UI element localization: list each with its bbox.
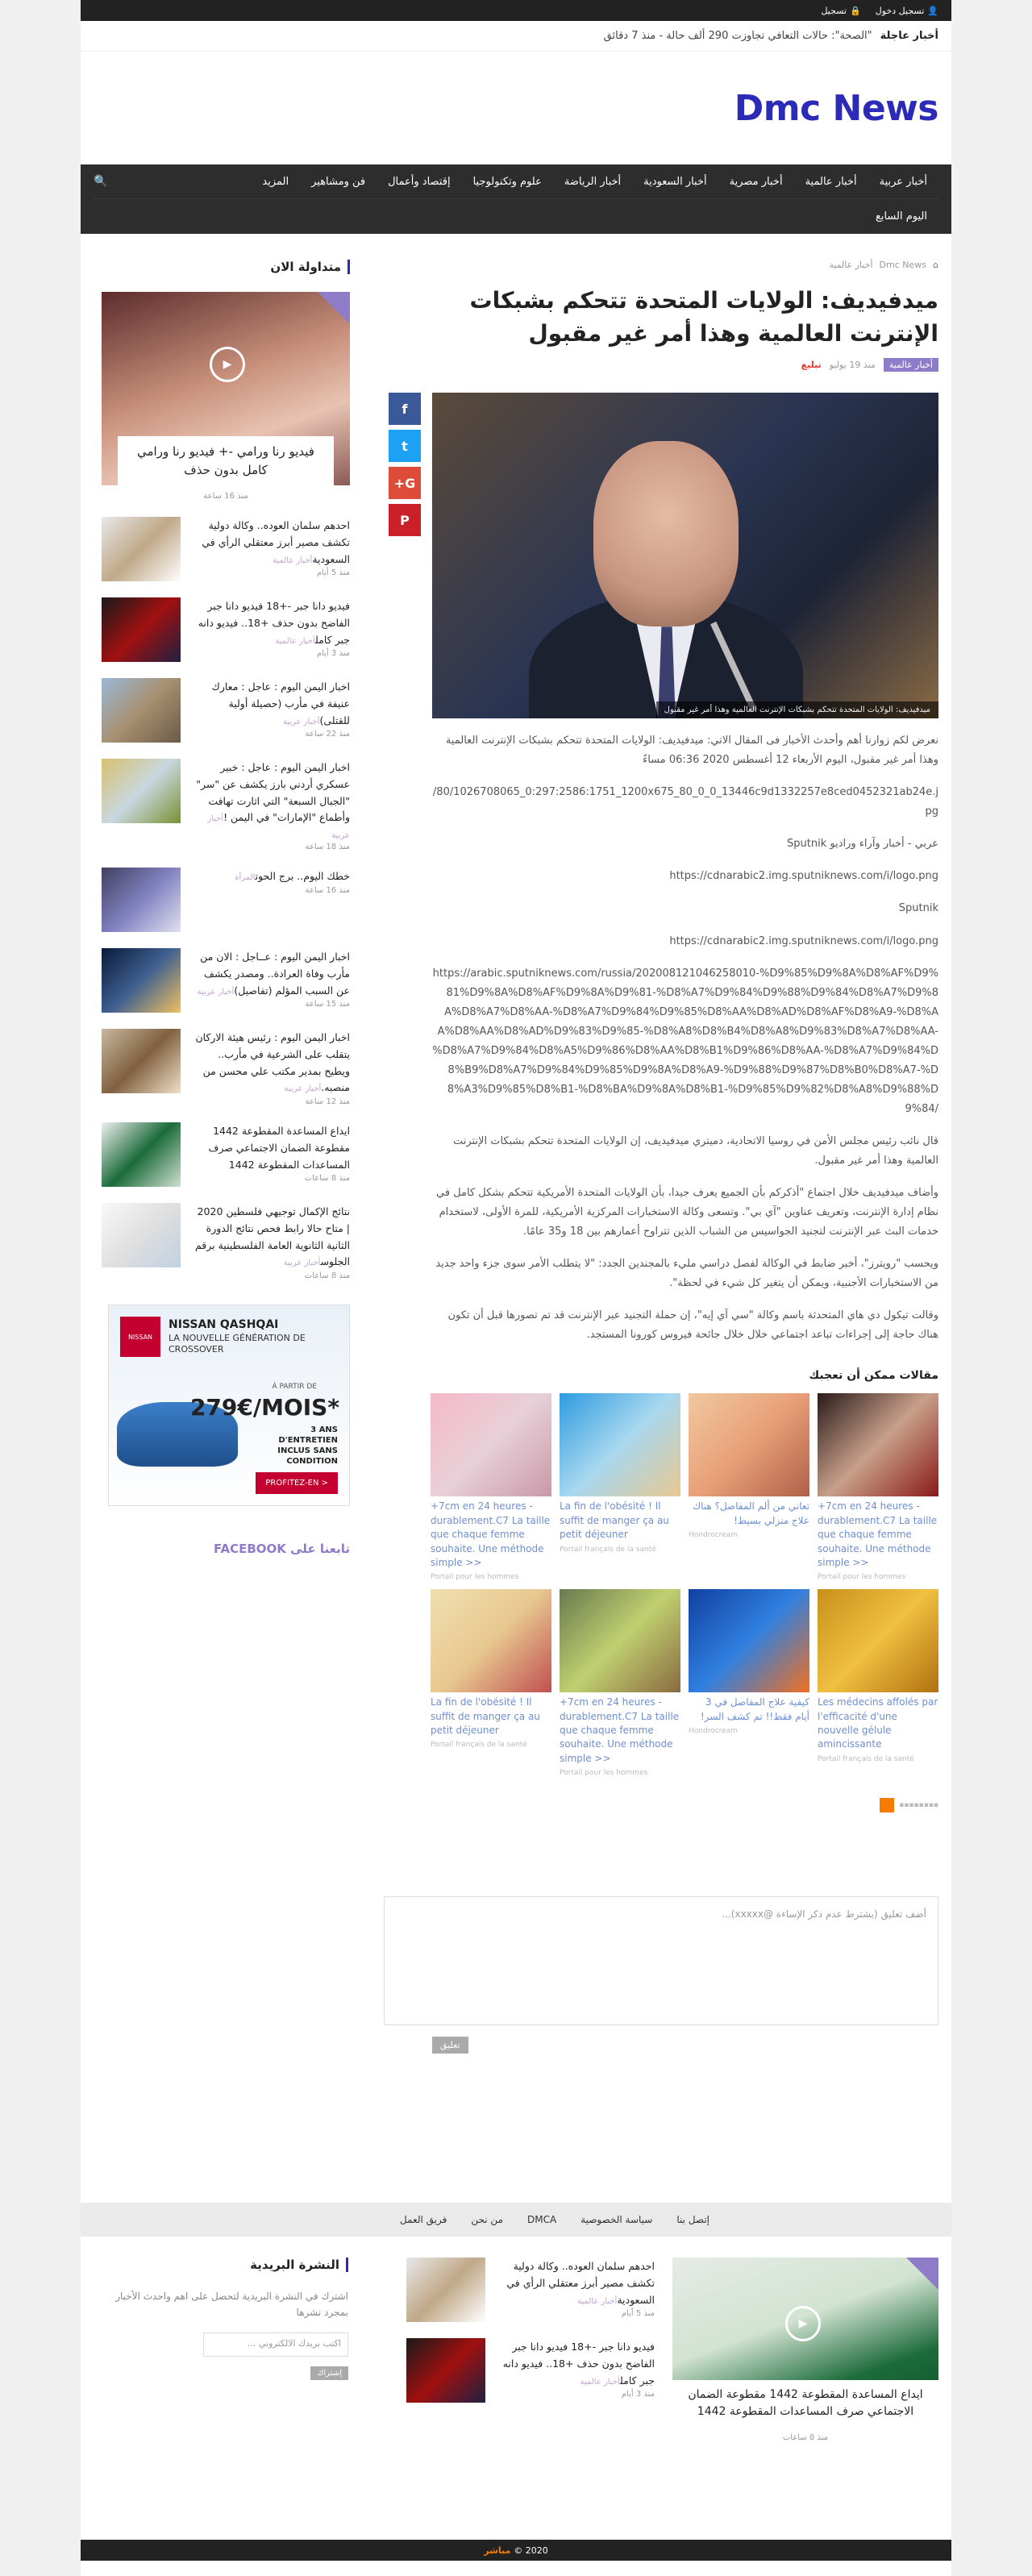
footer-link[interactable]: فريق العمل bbox=[400, 2214, 447, 2225]
comment-submit-button[interactable]: تعليق bbox=[432, 2037, 468, 2054]
recommended-source: Hondrocream bbox=[689, 1727, 738, 1736]
ad-offer: 3 ANS D'ENTRETIEN INCLUS SANS CONDITION bbox=[277, 1425, 338, 1466]
news-title[interactable]: احدهم سلمان العوده.. وكالة دولية تكشف مصير أبرز معتقلي الرأي في السعودية bbox=[506, 2260, 655, 2306]
news-date: منذ 12 ساعة bbox=[305, 1097, 350, 1106]
recommended-card[interactable] bbox=[818, 1589, 938, 1777]
facebook-follow-title[interactable]: تابعنا على FACEBOOK bbox=[213, 1542, 350, 1556]
footer-news-list bbox=[389, 2258, 655, 2442]
news-title[interactable]: نتائج الإكمال توجيهي فلسطين 2020 | متاح حالا رابط فحص نتائج الدورة الثانية الثانوية العامة الفلسطينية برقم الجلوس bbox=[194, 1205, 350, 1268]
nav-item[interactable]: أخبار مصرية bbox=[729, 175, 783, 188]
news-category[interactable]: أخبار عربية bbox=[197, 987, 235, 997]
news-category[interactable]: أخبار عربية bbox=[207, 814, 350, 840]
article-paragraph: نعرض لكم زوارنا أهم وأحدث الأخبار فى المقال الاتي: ميدفيديف: الولايات المتحدة تتحكم بشبكات الإنترنت العالمية وهذا أمر غير مقبول، اليوم الأربعاء 12 أغسطس 2020 06:36 مساءً bbox=[445, 735, 938, 767]
article-paragraph: https://cdnarabic2.img.sputniknews.com/i/logo.png bbox=[669, 934, 938, 947]
recommended-image[interactable] bbox=[560, 1393, 680, 1496]
article-paragraph: https://cdnarabic2.img.sputniknews.com/i/logo.png bbox=[669, 870, 938, 883]
breadcrumb-category[interactable]: أخبار عالمية bbox=[829, 260, 873, 270]
newsletter-email-input[interactable]: اكتب بريدك الالكتروني ... bbox=[203, 2333, 348, 2357]
news-list-item[interactable] bbox=[389, 2258, 655, 2322]
report-link[interactable]: تبليغ bbox=[801, 360, 822, 371]
recommended-image[interactable] bbox=[431, 1393, 551, 1496]
news-title[interactable]: خطك اليوم.. برج الحوت bbox=[255, 870, 350, 882]
news-date: منذ 8 ساعات bbox=[304, 1174, 350, 1184]
article-hero-image bbox=[432, 393, 938, 718]
ticker-item[interactable]: "الصحة": حالات التعافي تجاوزت 290 ألف حالة - منذ 7 دقائق bbox=[603, 30, 872, 42]
article-paragraph: وأضاف ميدفيديف خلال اجتماع "أذكركم بأن الجميع يعرف جيدا، بأن الولايات المتحدة الأمريكية تتحكم بشكل كامل في نظام إدارة الإنترنت، وتعريف عناوين "آي بي". وتسعى وكالة الاستخبارات المركزية الأمريكية، للمرة الأولى، لاستخدام خدمات البث عبر الإنترنت لتجنيد الجواسيس من الشباب الذين تتراوح أعمارهم بين 18 و35 عامًا. bbox=[436, 1187, 938, 1238]
news-category[interactable]: المرأة bbox=[235, 873, 256, 882]
recommended-caption[interactable]: تعاني من ألم المفاصل؟ هناك علاج منزلي بسيط! bbox=[693, 1500, 809, 1526]
recommended-source: Portail pour les hommes bbox=[818, 1573, 906, 1582]
footer bbox=[81, 2203, 951, 2442]
breadcrumb bbox=[374, 260, 938, 270]
category-badge[interactable]: أخبار عالمية bbox=[884, 358, 938, 372]
footer-featured-card[interactable] bbox=[672, 2258, 938, 2427]
facebook-share-icon[interactable]: f bbox=[389, 393, 421, 425]
news-thumbnail[interactable] bbox=[102, 517, 181, 581]
article-date: منذ 19 يوليو bbox=[829, 360, 876, 371]
newsletter bbox=[106, 2258, 348, 2442]
article-paragraph: https://arabic.sputniknews.com/russia/202008121046258010-%D9%85%D9%8A%D8%AF%D9%81%D9%8A%D8%AF%D9%8A%D9%81-%D8%A7%D9%84%D9%88%D9%84%D8%A7%D9%8A%D8%A7%D8%AA-%D8%A7%D9%84%D9%85%D8%AA%D8%AD%D8%AF%D8%A9-%D8%AA%D8%AA%D8%AD%D9%83%D9%85-%D8%A8%D8%B4%D8%A8%D9%83%D8%A7%D8%AA-%D8%A7%D9%84%D8%A5%D9%86%D8%AA%D8%B1%D9%86%D8%AA-%D8%A7%D9%84%D8%B9%D8%A7%D9%84%D9%85%D9%8A%D8%A9-%D9%88%D9%87%D8%B0%D8%A7-%D8%A3%D9%85%D8%B1-%D8%BA%D9%8A%D8%B1-%D9%85%D9%82%D8%A8%D9%88%D9%84/ bbox=[432, 967, 938, 1115]
ad-subtitle: LA NOUVELLE GÉNÉRATION DE CROSSOVER bbox=[169, 1333, 306, 1355]
footer-link[interactable]: إتصل بنا bbox=[676, 2214, 710, 2225]
pinterest-share-icon[interactable]: P bbox=[389, 504, 421, 536]
news-category[interactable]: أخبار عربية bbox=[284, 1084, 322, 1094]
news-thumbnail[interactable] bbox=[102, 1029, 181, 1093]
news-info bbox=[192, 597, 350, 662]
article-meta bbox=[374, 358, 938, 372]
news-thumbnail[interactable] bbox=[406, 2258, 485, 2322]
ad-price: 279€/MOIS* bbox=[189, 1394, 339, 1421]
featured-date: منذ 16 ساعة bbox=[203, 492, 248, 501]
recommended-title: مقالات ممكن أن تعجبك bbox=[809, 1369, 938, 1383]
recommended-card[interactable] bbox=[431, 1589, 551, 1777]
register-link[interactable]: 🔒 تسجيل bbox=[821, 5, 861, 16]
news-date: منذ 5 أيام bbox=[621, 2309, 655, 2319]
footer-featured-date: منذ 8 ساعات bbox=[782, 2433, 829, 2442]
news-title[interactable]: احدهم سلمان العوده.. وكالة دولية تكشف مصير أبرز معتقلي الرأي في السعودية bbox=[202, 519, 350, 565]
sidebar-list bbox=[102, 517, 350, 1280]
news-title[interactable]: ايداع المساعدة المقطوعة 1442 مقطوعة الضمان الاجتماعي صرف المساعدات المقطوعة 1442 bbox=[208, 1125, 350, 1171]
ad-price-prefix: À PARTIR DE bbox=[272, 1383, 317, 1391]
main-nav bbox=[81, 164, 951, 234]
hero-figure-head bbox=[593, 441, 739, 626]
news-info bbox=[192, 948, 350, 1013]
article-body-wrapper bbox=[374, 393, 938, 2054]
nav-item[interactable]: إقتصاد وأعمال bbox=[388, 175, 451, 188]
twitter-share-icon[interactable]: t bbox=[389, 430, 421, 462]
nav-item[interactable]: أخبار الرياضة bbox=[564, 175, 622, 188]
footer-links bbox=[81, 2203, 951, 2237]
breadcrumb-home[interactable]: Dmc News bbox=[879, 260, 927, 270]
news-thumbnail[interactable] bbox=[406, 2338, 485, 2403]
footer-columns bbox=[81, 2237, 951, 2442]
nav-item[interactable]: علوم وتكنولوجيا bbox=[472, 175, 542, 188]
nav-item[interactable]: المزيد bbox=[262, 175, 289, 188]
news-category[interactable]: أخبار عربية bbox=[282, 717, 320, 726]
recommended-grid bbox=[432, 1393, 938, 1777]
news-thumbnail[interactable] bbox=[102, 948, 181, 1013]
recommended-caption[interactable]: Les médecins affolés par l'efficacité d'une nouvelle gélule amincissante bbox=[818, 1696, 938, 1750]
recommended-source: Portail pour les hommes bbox=[560, 1769, 648, 1778]
news-title[interactable]: اخبار اليمن اليوم : عاجل : خبير عسكري أردني بارز يكشف عن "سر" "الجبال السبعة" التي اثارت تهافت وأطماع "الإمارات" في اليمن ! bbox=[196, 761, 350, 824]
recommended-image[interactable] bbox=[689, 1589, 809, 1692]
news-thumbnail[interactable] bbox=[102, 678, 181, 743]
news-date: منذ 3 أيام bbox=[621, 2390, 655, 2399]
news-list-item[interactable] bbox=[102, 1203, 350, 1280]
footer-link[interactable]: من نحن bbox=[471, 2214, 503, 2225]
nav-item[interactable]: اليوم السابع bbox=[875, 210, 927, 223]
news-list-item[interactable] bbox=[102, 759, 350, 851]
home-icon[interactable]: ⌂ bbox=[933, 260, 938, 270]
recommended-card[interactable] bbox=[560, 1393, 680, 1581]
news-list-item[interactable] bbox=[102, 597, 350, 662]
ad-network-icon bbox=[880, 1798, 894, 1812]
footer-corner-icon bbox=[906, 2258, 938, 2290]
google-plus-share-icon[interactable]: G+ bbox=[389, 467, 421, 499]
article-title: ميدفيديف: الولايات المتحدة تتحكم بشبكات الإنترنت العالمية وهذا أمر غير مقبول bbox=[469, 287, 938, 347]
sidebar-title: متداولة الان bbox=[102, 260, 350, 274]
nav-item[interactable]: أخبار عالمية bbox=[805, 175, 857, 188]
nav-row-secondary bbox=[94, 198, 938, 234]
share-buttons bbox=[389, 393, 421, 2054]
footer-link[interactable]: سياسة الخصوصية bbox=[580, 2214, 653, 2225]
recommended-caption[interactable]: +7cm en 24 heures - durablement.C7 La taille que chaque femme souhaite. Une méthode simple >> bbox=[431, 1500, 551, 1568]
news-info bbox=[192, 1029, 350, 1106]
recommended-caption[interactable]: La fin de l'obésité ! Il suffit de manger ça au petit déjeuner bbox=[560, 1500, 669, 1541]
news-title[interactable]: اخبار اليمن اليوم : رئيس هيئة الاركان يتقلب على الشرعية في مأرب.. ويطيح بمدير مكتب علي محسن من منصبه. bbox=[195, 1031, 350, 1094]
recommended-card[interactable] bbox=[560, 1589, 680, 1777]
news-info bbox=[192, 678, 350, 743]
recommended-image[interactable] bbox=[560, 1589, 680, 1692]
news-thumbnail[interactable] bbox=[102, 759, 181, 823]
news-thumbnail[interactable] bbox=[102, 1203, 181, 1267]
news-date: منذ 5 أيام bbox=[316, 568, 350, 578]
news-info bbox=[192, 1122, 350, 1187]
login-link[interactable]: 👤 تسجيل دخول bbox=[875, 5, 938, 16]
news-category[interactable]: أخبار عربية bbox=[283, 1259, 321, 1268]
comment-textarea[interactable]: أضف تعليق (يشترط عدم ذكر الإساءة @xxxxx)... bbox=[384, 1896, 938, 2025]
ad-network-mark: ▪▪▪▪▪▪▪▪ bbox=[899, 1801, 938, 1810]
article-paragraph: عربي - أخبار وآراء وراديو Sputnik bbox=[787, 838, 938, 851]
recommended-caption[interactable]: La fin de l'obésité ! Il suffit de manger ça au petit déjeuner bbox=[431, 1696, 540, 1737]
news-list-item[interactable] bbox=[102, 948, 350, 1013]
recommended-card[interactable] bbox=[689, 1589, 809, 1777]
news-info bbox=[192, 517, 350, 581]
recommended-image[interactable] bbox=[818, 1589, 938, 1692]
news-category[interactable]: أخبار عالمية bbox=[275, 636, 316, 646]
article-body bbox=[432, 393, 938, 2054]
sidebar-ad[interactable] bbox=[108, 1305, 350, 1506]
play-icon[interactable]: ▶ bbox=[210, 347, 245, 382]
recommended-caption[interactable]: كيفية علاج المفاصل في 3 أيام فقط!! تم كشف السر! bbox=[700, 1696, 809, 1722]
recommended-card[interactable] bbox=[689, 1393, 809, 1581]
news-info bbox=[497, 2338, 655, 2403]
article-paragraph: وقالت تيكول دي هاي المتحدثة باسم وكالة "سي آي إيه"، إن حملة التجنيد عبر الإنترنت قد تم تصورها قبل أن تكون هناك حاجة إلى إجراءات تباعد اجتماعي خلال خلال جائحة فيروس كورونا المستجد. bbox=[447, 1309, 938, 1342]
newsletter-title: النشرة البريدية bbox=[106, 2258, 348, 2272]
ad-network-logo[interactable] bbox=[432, 1798, 938, 1812]
lock-icon: 🔒 bbox=[850, 5, 861, 16]
breaking-news-ticker bbox=[81, 21, 951, 52]
news-list-item[interactable] bbox=[102, 1029, 350, 1106]
nav-row bbox=[94, 164, 938, 198]
ticker-label: أخبار عاجلة bbox=[880, 30, 938, 42]
recommended-source: Hondrocream bbox=[689, 1531, 738, 1540]
article-paragraph: /80/1026708065_0:297:2586:1751_1200x675_80_0_0_13446c9d1332257e8ced0452321ab24e.jpg bbox=[432, 786, 938, 818]
news-date: منذ 22 ساعة bbox=[305, 730, 350, 739]
newsletter-subscribe-button[interactable]: إشتراك bbox=[310, 2366, 348, 2380]
recommended-image[interactable] bbox=[818, 1393, 938, 1496]
article-text bbox=[432, 731, 938, 1345]
nav-item[interactable]: أخبار السعودية bbox=[643, 175, 707, 188]
featured-title[interactable]: فيديو رنا ورامي -+ فيديو رنا ورامي كامل بدون حذف bbox=[118, 436, 334, 485]
nissan-logo-icon: NISSAN bbox=[120, 1317, 160, 1357]
copyright-text: 2020 © bbox=[514, 2545, 548, 2556]
content-area bbox=[81, 234, 951, 2054]
recommended-source: Portail français de la santé bbox=[560, 1545, 656, 1554]
nav-item[interactable]: أخبار عربية bbox=[879, 175, 927, 188]
news-info bbox=[497, 2258, 655, 2322]
recommended-source: Portail pour les hommes bbox=[431, 1573, 519, 1582]
featured-corner-icon bbox=[318, 292, 350, 324]
recommended-caption[interactable]: +7cm en 24 heures - durablement.C7 La taille que chaque femme souhaite. Une méthode simple >> bbox=[560, 1696, 680, 1764]
news-date: منذ 8 ساعات bbox=[304, 1271, 350, 1280]
news-date: منذ 15 ساعة bbox=[305, 1000, 350, 1009]
top-bar bbox=[81, 0, 951, 21]
news-list-item[interactable] bbox=[102, 1122, 350, 1187]
news-info bbox=[192, 1203, 350, 1280]
recommended-caption[interactable]: +7cm en 24 heures - durablement.C7 La taille que chaque femme souhaite. Une méthode simple >> bbox=[818, 1500, 938, 1568]
news-thumbnail[interactable] bbox=[102, 1122, 181, 1187]
news-thumbnail[interactable] bbox=[102, 597, 181, 662]
recommended-image[interactable] bbox=[689, 1393, 809, 1496]
page bbox=[81, 0, 951, 2576]
news-title[interactable]: اخبار اليمن اليوم : عــاجل : الان من مأرب وفاة العرادة.. ومصدر يكشف عن السبب المؤلم (تفاصيل) bbox=[200, 951, 350, 997]
ad-cta-button[interactable]: PROFITEZ-EN > bbox=[256, 1472, 338, 1494]
article-paragraph: قال نائب رئيس مجلس الأمن في روسيا الاتحادية، دميتري ميدفيديف، إن الولايات المتحدة تتحكم بشبكات الإنترنت العالمية وهذا أمر غير مقبول. bbox=[452, 1134, 938, 1167]
recommended-card[interactable] bbox=[818, 1393, 938, 1581]
news-title[interactable]: فيديو دانا جبر -+18 فيديو دانا جبر الفاضح بدون حذف +18.. فيديو دانه جبر كامل bbox=[502, 2341, 655, 2387]
search-icon[interactable]: 🔍 bbox=[94, 175, 108, 188]
news-title[interactable]: فيديو دانا جبر -+18 فيديو دانا جبر الفاضح بدون حذف +18.. فيديو دانه جبر كامل bbox=[198, 600, 350, 646]
news-category[interactable]: أخبار عالمية bbox=[577, 2296, 618, 2306]
recommended-card[interactable] bbox=[431, 1393, 551, 1581]
recommended-source: Portail français de la santé bbox=[818, 1754, 914, 1763]
news-date: منذ 3 أيام bbox=[316, 649, 350, 659]
news-thumbnail[interactable] bbox=[102, 868, 181, 932]
nav-item[interactable]: فن ومشاهير bbox=[311, 175, 366, 188]
news-list-item[interactable] bbox=[389, 2338, 655, 2403]
site-logo[interactable]: Dmc News bbox=[734, 87, 938, 129]
news-date: منذ 16 ساعة bbox=[305, 885, 350, 895]
news-list-item[interactable] bbox=[102, 517, 350, 581]
news-list-item[interactable] bbox=[102, 868, 350, 932]
news-info bbox=[192, 759, 350, 851]
newsletter-text: اشترك في النشرة البريدية لتحصل على اهم واحدث الأخبار بمجرد نشرها bbox=[115, 2291, 348, 2319]
news-category[interactable]: أخبار عالمية bbox=[273, 556, 313, 565]
recommended-image[interactable] bbox=[431, 1589, 551, 1692]
footer-link[interactable]: DMCA bbox=[526, 2214, 557, 2225]
recommended-source: Portail français de la santé bbox=[431, 1741, 527, 1750]
header bbox=[81, 52, 951, 164]
sidebar-featured-card[interactable] bbox=[102, 292, 350, 485]
copyright-brand[interactable]: مباشر bbox=[484, 2545, 511, 2556]
copyright-bar bbox=[81, 2540, 951, 2561]
footer-play-icon[interactable]: ▶ bbox=[785, 2306, 821, 2341]
article-paragraph: Sputnik bbox=[898, 902, 938, 915]
news-title[interactable]: اخبار اليمن اليوم : عاجل : معارك عنيفة في مأرب (حصيلة أولية للقتلى) bbox=[211, 680, 350, 726]
hero-caption: ميدفيديف: الولايات المتحدة تتحكم بشبكات الإنترنت العالمية وهذا أمر غير مقبول bbox=[656, 701, 938, 718]
footer-featured-title[interactable]: ايداع المساعدة المقطوعة 1442 مقطوعة الضمان الاجتماعي صرف المساعدات المقطوعة 1442 bbox=[672, 2380, 938, 2427]
footer-featured bbox=[672, 2258, 938, 2442]
sidebar bbox=[102, 260, 350, 2054]
user-icon: 👤 bbox=[927, 5, 938, 16]
news-category[interactable]: أخبار عالمية bbox=[580, 2377, 621, 2387]
ad-model: NISSAN QASHQAI bbox=[169, 1318, 279, 1331]
news-date: منذ 18 ساعة bbox=[305, 843, 350, 851]
news-list-item[interactable] bbox=[102, 678, 350, 743]
article-paragraph: ويحسب "رويترز"، أخبر ضابط في الوكالة لفصل دراسي مليء بالمجندين الجدد: "لا يتطلب الأمر سوى جزء واحد جديد من الاستخبارات الأجنبية، ويمكن أن يتغير كل شيء في لحظة". bbox=[435, 1258, 938, 1290]
main-column bbox=[374, 260, 938, 2054]
news-info bbox=[192, 868, 350, 932]
